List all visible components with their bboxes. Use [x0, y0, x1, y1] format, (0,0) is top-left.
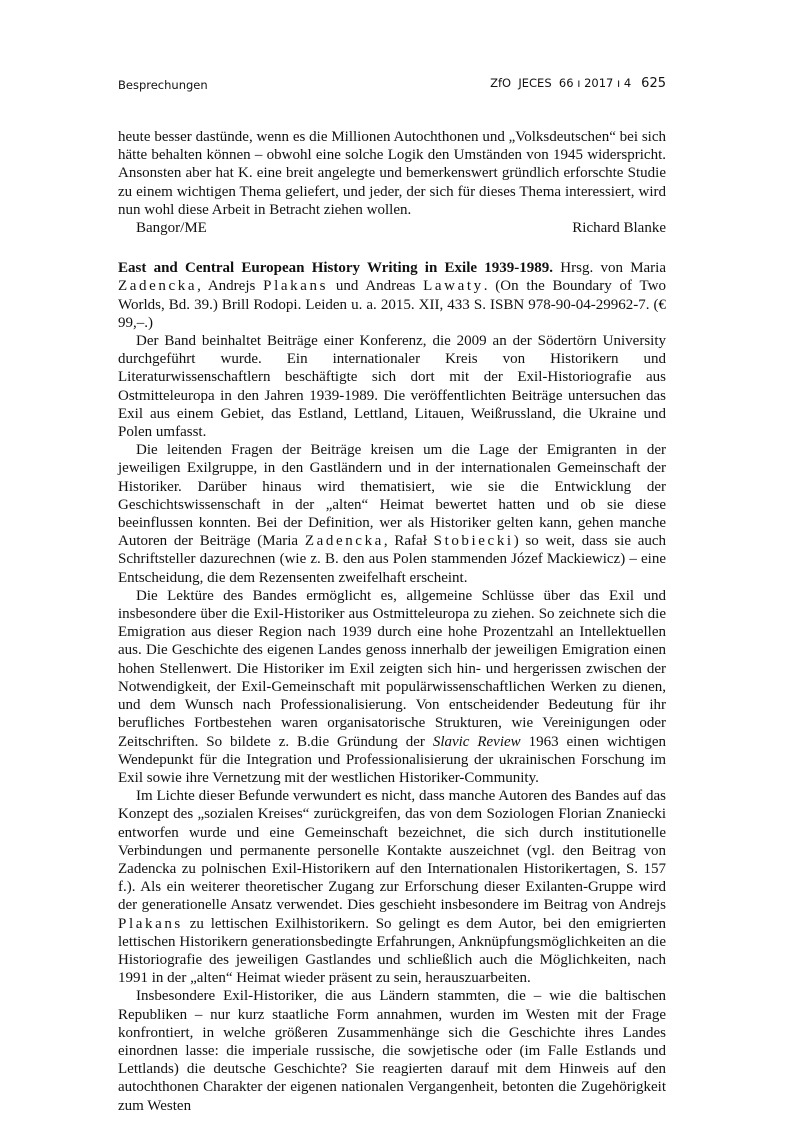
editor-name: Lawaty: [423, 278, 484, 295]
editor-conjunction: und Andreas: [335, 278, 416, 295]
editors-prefix: Hrsg. von Maria: [560, 260, 667, 277]
review-bibliographic-header: [118, 259, 666, 332]
reviewer-name: Richard Blanke: [572, 220, 666, 237]
editor-separator: ,: [197, 278, 201, 295]
review-paragraph: [118, 587, 666, 787]
editor-name: Zadencka: [118, 278, 198, 295]
journal-info: [490, 76, 666, 91]
paragraph-text: , Rafał: [383, 533, 427, 550]
paragraph-text: Die Lektüre des Bandes ermöglicht es, allgemeine Schlüsse über das Exil und insbesondere über die Exil-Historiker aus Ostmitteleuropa zu ziehen. So zeichnete sich die Emigration aus dieser Region nach 1939 durch eine hohe Prozentzahl an Intellektuellen aus. Die Geschichte des eigenen Landes genoss innerhalb der jeweiligen Emigration einen hohen Stellenwert. Die Historiker im Exil zeigten sich hin- und hergerissen zwischen der Notwendigkeit, der Exil-Gemeinschaft mit populärwissenschaftlichen Werken zu dienen, und dem Wunsch nach Professionalisierung. Von entscheidender Bedeutung für ihr berufliches Fortbestehen waren organisatorische Strukturen, wie Vereinigungen oder Zeitschriften. So bildete z. B.die Gründung der: [118, 587, 666, 750]
review-paragraph: Insbesondere Exil-Historiker, die aus Ländern stammten, die – wie die baltischen Republiken – nur kurz staatliche Form annahmen, wurden im Westen mit der Frage konfrontiert, in welche größeren Zusammenhänge sich die Geschichte ihres Landes einordnen lasse: die imperiale russische, die sowjetische oder (im Falle Estlands und Lettlands) die deutsche Geschichte? Sie reagierten darauf mit dem Hinweis auf den autochthonen Charakter der eigenen nationalen Vergangenheit, betonten die Zugehörigkeit zum Westen: [118, 988, 666, 1114]
page-body: [118, 128, 666, 1115]
reviewer-place: Bangor/ME: [136, 220, 207, 237]
review-paragraph: [118, 441, 666, 587]
paragraph-text: ) so weit, dass sie auch Schriftsteller dazurechnen (wie z. B. den aus Polen stammenden Józef Mackiewicz) – eine Entscheidung, die dem Rezensenten zweifelhaft erscheint.: [118, 533, 667, 586]
author-name: Plakans: [118, 915, 183, 932]
author-name: Zadencka: [304, 533, 384, 550]
journal-issue: ZfO JECES 66 ı 2017 ı 4: [490, 76, 632, 90]
review-paragraph: [118, 787, 666, 987]
bibliographic-details: . (On the Boundary of Two Worlds, Bd. 39.) Brill Rodopi. Leiden u. a. 2015. XII, 433 S. ISBN 978-90-04-29962-7. (€ 99,–.): [118, 278, 666, 331]
page-number: 625: [641, 76, 666, 91]
running-header: [118, 76, 666, 96]
section-title: Besprechungen: [118, 78, 208, 92]
paragraph-text: Im Lichte dieser Befunde verwundert es nicht, dass manche Autoren des Bandes auf das Konzept des „sozialen Kreises“ zurückgreifen, das von dem Soziologen Florian Znaniecki entworfen wurde und eine Gemeinschaft bezeichnet, die sich durch institutionelle Verbindungen und permanente personelle Kontakte auszeichnet (vgl. den Beitrag von Zadencka zu polnischen Exil-Historikern auf den Internationalen Historikertagen, S. 157 f.). Als ein weiterer theoretischer Zugang zur Erforschung dieser Exilanten-Gruppe wird der generationelle Ansatz verwendet. Dies geschieht insbesondere im Beitrag von Andrejs: [118, 788, 666, 914]
previous-review-signature: [118, 219, 666, 237]
journal-title: Slavic Review: [432, 733, 521, 750]
editor-first-name: Andrejs: [207, 278, 256, 295]
book-title: East and Central European History Writing in Exile 1939-1989.: [118, 260, 554, 277]
paragraph-text: 1963 einen wichtigen Wendepunkt für die Integration und Professionalisierung der ukrainischen Forschung im Exil sowie ihre Vernetzung mit der westlichen Historiker-Community.: [118, 733, 667, 786]
author-name: Stobiecki: [433, 533, 514, 550]
paragraph-text: Die leitenden Fragen der Beiträge kreisen um die Lage der Emigranten in der jeweiligen Exilgruppe, in den Gastländern und in der internationalen Gemeinschaft der Historiker. Darüber hinaus wird thematisiert, wie sie die Entwicklung der Geschichtswissenschaft in der „alten“ Heimat bewertet hatten und ob sie diese beeinflussen konnten. Bei der Definition, wer als Historiker gelten kann, gehen manche Autoren der Beiträge (Maria: [118, 442, 666, 550]
previous-review-ending: heute besser dastünde, wenn es die Millionen Autochthonen und „Volksdeutschen“ bei sich hätte behalten können – obwohl eine solche Logik den Umständen von 1945 widerspricht. Ansonsten aber hat K. eine breit angelegte und bemerkenswert gründlich erforschte Studie zu einem wichtigen Thema geliefert, und jeder, der sich für dieses Thema interessiert, wird nun wohl diese Arbeit in Betracht ziehen wollen.: [118, 129, 666, 218]
editor-name: Plakans: [263, 278, 329, 295]
review-paragraph: Der Band beinhaltet Beiträge einer Konferenz, die 2009 an der Södertörn University durchgeführt wurde. Ein internationaler Kreis von Historikern und Literaturwissenschaftlern beschäftigte sich dort mit der Exil-Historiografie aus Ostmitteleuropa in den Jahren 1939-1989. Die veröffentlichten Beiträge untersuchen das Exil aus einem Gebiet, das Estland, Lettland, Litauen, Weißrussland, die Ukraine und Polen umfasst.: [118, 333, 666, 441]
paragraph-text: zu lettischen Exilhistorikern. So gelingt es dem Autor, bei den emigrierten lettischen Historikern generationsbedingte Erfahrungen, Anknüpfungsmöglichkeiten an die Historiografie des jeweiligen Gastlandes und schließlich auch die Möglichkeiten, nach 1991 in der „alten“ Heimat wieder präsent zu sein, herauszuarbeiten.: [118, 915, 667, 987]
